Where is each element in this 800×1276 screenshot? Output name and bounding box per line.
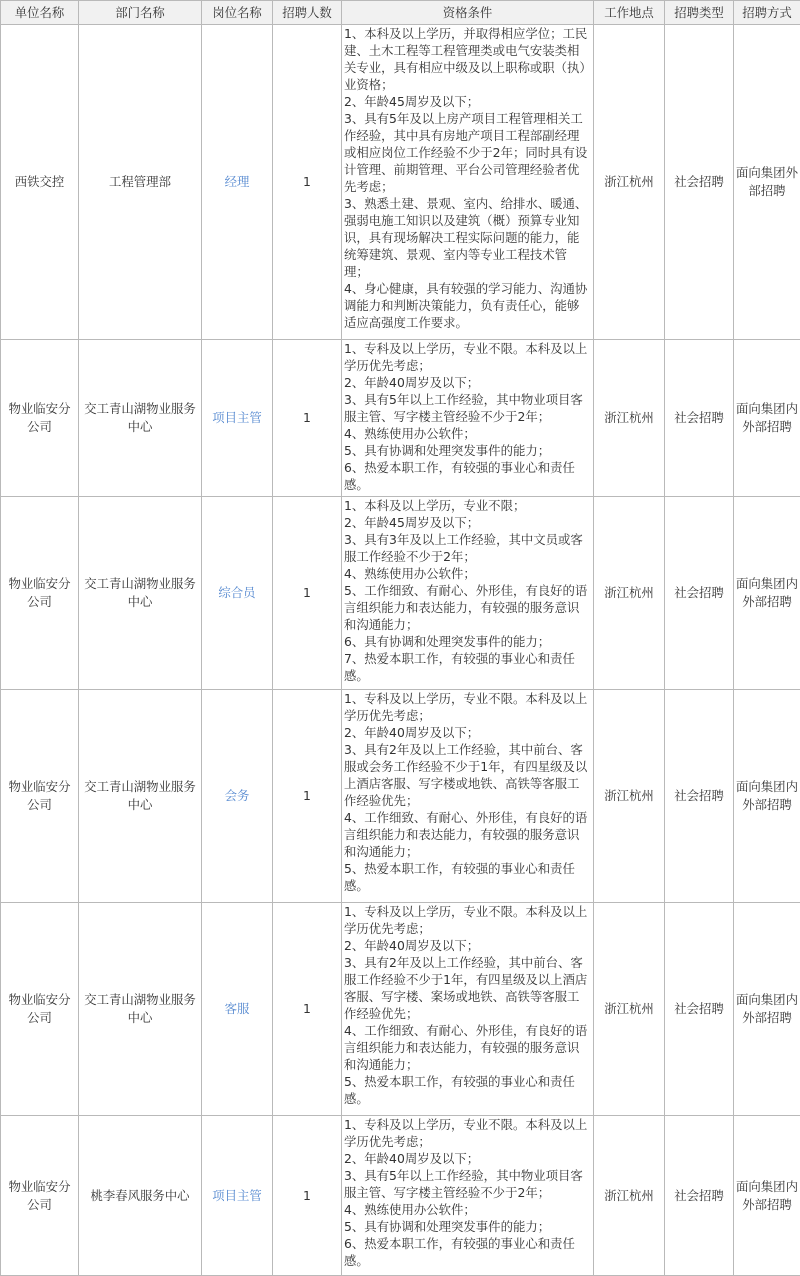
type-cell: 社会招聘 <box>665 903 734 1116</box>
header-requirements: 资格条件 <box>342 1 594 25</box>
type-cell: 社会招聘 <box>665 1116 734 1276</box>
header-method: 招聘方式 <box>734 1 800 25</box>
position-link[interactable]: 经理 <box>202 25 273 340</box>
table-row <box>1 1116 800 1276</box>
type-cell: 社会招聘 <box>665 25 734 340</box>
position-link[interactable]: 项目主管 <box>202 1116 273 1276</box>
header-row <box>1 1 800 25</box>
header-count: 招聘人数 <box>273 1 342 25</box>
count-cell: 1 <box>273 690 342 903</box>
position-link[interactable]: 综合员 <box>202 497 273 690</box>
header-type: 招聘类型 <box>665 1 734 25</box>
position-link[interactable]: 客服 <box>202 903 273 1116</box>
header-location: 工作地点 <box>594 1 665 25</box>
unit-cell: 物业临安分公司 <box>1 690 79 903</box>
count-cell: 1 <box>273 25 342 340</box>
dept-cell: 桃李春风服务中心 <box>79 1116 202 1276</box>
header-unit: 单位名称 <box>1 1 79 25</box>
requirements-cell: 1、专科及以上学历，专业不限。本科及以上学历优先考虑； 2、年龄40周岁及以下； 3、具有2年及以上工作经验，其中前台、客服或会务工作经验不少于1年，有四星级及以上酒店客服、写字楼或地铁、高铁等客服工作经验优先； 4、工作细致、有耐心、外形佳，有良好的语言组织能力和表达能力，有较强的服务意识和沟通能力； 5、热爱本职工作，有较强的事业心和责任感。 <box>342 690 594 903</box>
type-cell: 社会招聘 <box>665 340 734 497</box>
table-row <box>1 903 800 1116</box>
unit-cell: 物业临安分公司 <box>1 497 79 690</box>
count-cell: 1 <box>273 1116 342 1276</box>
location-cell: 浙江杭州 <box>594 1116 665 1276</box>
requirements-cell: 1、本科及以上学历，并取得相应学位；工民建、土木工程等工程管理类或电气安装类相关专业，具有相应中级及以上职称或职（执）业资格； 2、年龄45周岁及以下； 3、具有5年及以上房产项目工程管理相关工作经验，其中具有房地产项目工程部副经理或相应岗位工作经验不少于2年；同时具有设计管理、前期管理、平台公司管理经验者优先考虑； 3、熟悉土建、景观、室内、给排水、暖通、强弱电施工知识以及建筑（概）预算专业知识，具有现场解决工程实际问题的能力，能统筹建筑、景观、室内等专业工程技术管理； 4、身心健康，具有较强的学习能力、沟通协调能力和判断决策能力，负有责任心，能够适应高强度工作要求。 <box>342 25 594 340</box>
dept-cell: 交工青山湖物业服务中心 <box>79 903 202 1116</box>
table-row <box>1 690 800 903</box>
location-cell: 浙江杭州 <box>594 340 665 497</box>
location-cell: 浙江杭州 <box>594 903 665 1116</box>
method-cell: 面向集团外部招聘 <box>734 25 800 340</box>
table-row <box>1 340 800 497</box>
method-cell: 面向集团内外部招聘 <box>734 497 800 690</box>
method-cell: 面向集团内外部招聘 <box>734 340 800 497</box>
requirements-cell: 1、专科及以上学历，专业不限。本科及以上学历优先考虑； 2、年龄40周岁及以下； 3、具有5年以上工作经验，其中物业项目客服主管、写字楼主管经验不少于2年； 4、熟练使用办公软件； 5、具有协调和处理突发事件的能力； 6、热爱本职工作，有较强的事业心和责任感。 <box>342 1116 594 1276</box>
unit-cell: 物业临安分公司 <box>1 340 79 497</box>
dept-cell: 交工青山湖物业服务中心 <box>79 690 202 903</box>
unit-cell: 西铁交控 <box>1 25 79 340</box>
table-row <box>1 497 800 690</box>
type-cell: 社会招聘 <box>665 690 734 903</box>
count-cell: 1 <box>273 340 342 497</box>
requirements-cell: 1、专科及以上学历，专业不限。本科及以上学历优先考虑； 2、年龄40周岁及以下； 3、具有2年及以上工作经验，其中前台、客服工作经验不少于1年，有四星级及以上酒店客服、写字楼、案场或地铁、高铁等客服工作经验优先； 4、工作细致、有耐心、外形佳，有良好的语言组织能力和表达能力，有较强的服务意识和沟通能力； 5、热爱本职工作，有较强的事业心和责任感。 <box>342 903 594 1116</box>
header-position: 岗位名称 <box>202 1 273 25</box>
requirements-cell: 1、专科及以上学历，专业不限。本科及以上学历优先考虑； 2、年龄40周岁及以下； 3、具有5年以上工作经验，其中物业项目客服主管、写字楼主管经验不少于2年； 4、熟练使用办公软件； 5、具有协调和处理突发事件的能力； 6、热爱本职工作，有较强的事业心和责任感。 <box>342 340 594 497</box>
position-link[interactable]: 会务 <box>202 690 273 903</box>
table-row <box>1 25 800 340</box>
unit-cell: 物业临安分公司 <box>1 1116 79 1276</box>
dept-cell: 工程管理部 <box>79 25 202 340</box>
dept-cell: 交工青山湖物业服务中心 <box>79 497 202 690</box>
requirements-cell: 1、本科及以上学历，专业不限； 2、年龄45周岁及以下； 3、具有3年及以上工作经验，其中文员或客服工作经验不少于2年； 4、熟练使用办公软件； 5、工作细致、有耐心、外形佳，有良好的语言组织能力和表达能力，有较强的服务意识和沟通能力； 6、具有协调和处理突发事件的能力； 7、热爱本职工作，有较强的事业心和责任感。 <box>342 497 594 690</box>
dept-cell: 交工青山湖物业服务中心 <box>79 340 202 497</box>
location-cell: 浙江杭州 <box>594 25 665 340</box>
unit-cell: 物业临安分公司 <box>1 903 79 1116</box>
header-dept: 部门名称 <box>79 1 202 25</box>
location-cell: 浙江杭州 <box>594 690 665 903</box>
type-cell: 社会招聘 <box>665 497 734 690</box>
method-cell: 面向集团内外部招聘 <box>734 690 800 903</box>
method-cell: 面向集团内外部招聘 <box>734 1116 800 1276</box>
method-cell: 面向集团内外部招聘 <box>734 903 800 1116</box>
position-link[interactable]: 项目主管 <box>202 340 273 497</box>
location-cell: 浙江杭州 <box>594 497 665 690</box>
count-cell: 1 <box>273 497 342 690</box>
count-cell: 1 <box>273 903 342 1116</box>
